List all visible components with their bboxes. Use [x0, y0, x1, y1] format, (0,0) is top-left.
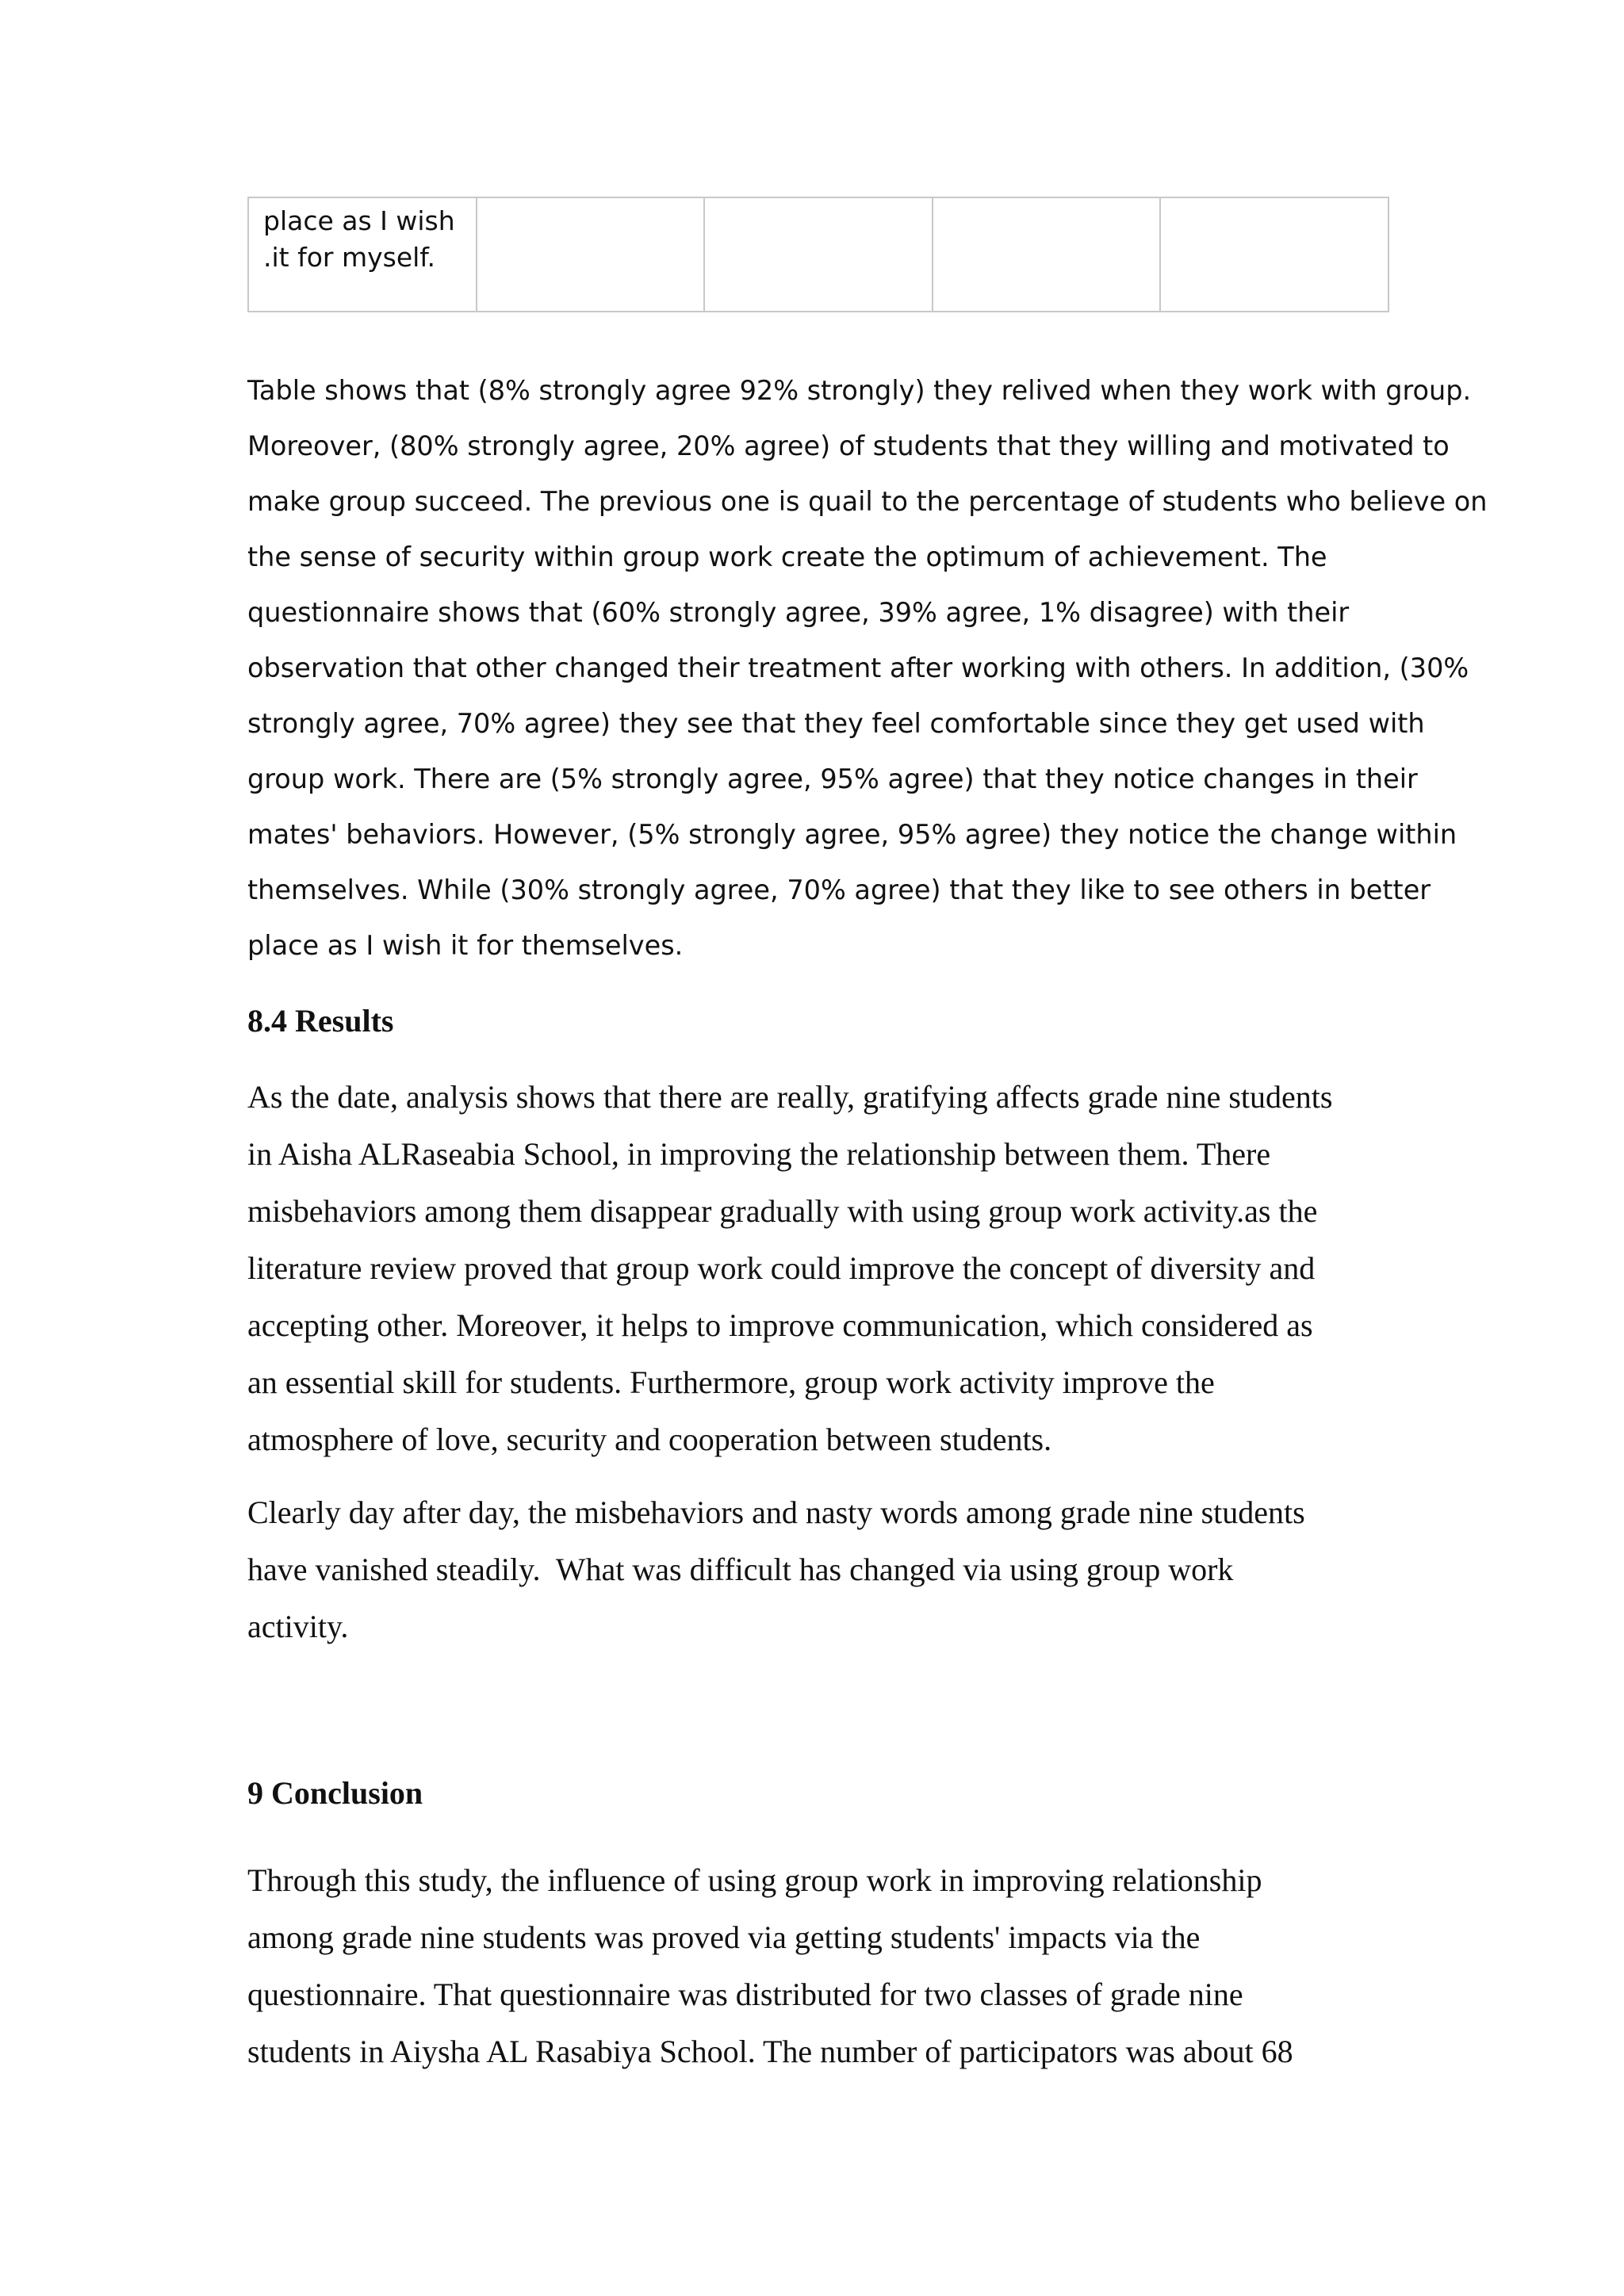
text-line: accepting other. Moreover, it helps to improve communication, which considered as — [247, 1307, 1313, 1343]
results-paragraph-2 — [247, 1484, 1389, 1655]
table-summary-paragraph — [247, 363, 1488, 974]
text-line: students in Aiysha AL Rasabiya School. The number of participators was about 68 — [247, 2034, 1293, 2069]
text-line: Through this study, the influence of using group work in improving relationship — [247, 1862, 1262, 1898]
text-line: group work. There are (5% strongly agree, 95% agree) that they notice changes in their — [247, 763, 1418, 794]
table-row — [248, 197, 1388, 312]
text-line: mates' behaviors. However, (5% strongly agree, 95% agree) they notice the change within — [247, 819, 1457, 850]
text-line: the sense of security within group work create the optimum of achievement. The — [247, 541, 1327, 572]
text-line: Clearly day after day, the misbehaviors and nasty words among grade nine students — [247, 1494, 1305, 1530]
text-line: activity. — [247, 1609, 349, 1644]
table-cell — [704, 197, 933, 312]
text-line: place as I wish it for themselves. — [247, 930, 684, 961]
results-paragraph-1 — [247, 1069, 1389, 1468]
text-line: themselves. While (30% strongly agree, 70% agree) that they like to see others in better — [247, 874, 1431, 905]
section-heading-results: 8.4 Results — [247, 1003, 394, 1039]
conclusion-paragraph — [247, 1852, 1389, 2080]
text-line: Table shows that (8% strongly agree 92% strongly) they relived when they work with group. — [247, 375, 1472, 406]
text-line: literature review proved that group work could improve the concept of diversity and — [247, 1250, 1316, 1286]
table-cell — [933, 197, 1161, 312]
survey-table-fragment — [247, 197, 1389, 312]
text-line: questionnaire shows that (60% strongly agree, 39% agree, 1% disagree) with their — [247, 597, 1350, 628]
text-line: strongly agree, 70% agree) they see that they feel comfortable since they get used with — [247, 708, 1425, 739]
table-cell — [1160, 197, 1388, 312]
text-line: questionnaire. That questionnaire was distributed for two classes of grade nine — [247, 1976, 1243, 2012]
text-line: in Aisha ALRaseabia School, in improving the relationship between them. There — [247, 1136, 1271, 1172]
text-line: an essential skill for students. Furthermore, group work activity improve the — [247, 1364, 1215, 1400]
text-line: have vanished steadily. What was difficult has changed via using group work — [247, 1552, 1234, 1587]
text-line: among grade nine students was proved via getting students' impacts via the — [247, 1919, 1201, 1955]
section-heading-conclusion: 9 Conclusion — [247, 1775, 423, 1811]
text-line: Moreover, (80% strongly agree, 20% agree) of students that they willing and motivated to — [247, 430, 1450, 461]
text-line: make group succeed. The previous one is quail to the percentage of students who believe on — [247, 486, 1488, 517]
document-page — [247, 197, 1488, 2080]
text-line: As the date, analysis shows that there are really, gratifying affects grade nine students — [247, 1079, 1333, 1115]
cell-text-line-1: place as I wish — [263, 205, 455, 236]
text-line: observation that other changed their treatment after working with others. In addition, (30% — [247, 652, 1469, 683]
text-line: misbehaviors among them disappear gradually with using group work activity.as the — [247, 1193, 1318, 1229]
cell-text-line-2: .it for myself. — [263, 242, 435, 273]
table-cell — [477, 197, 705, 312]
text-line: atmosphere of love, security and cooperation between students. — [247, 1422, 1052, 1457]
table-cell-statement — [248, 197, 477, 312]
